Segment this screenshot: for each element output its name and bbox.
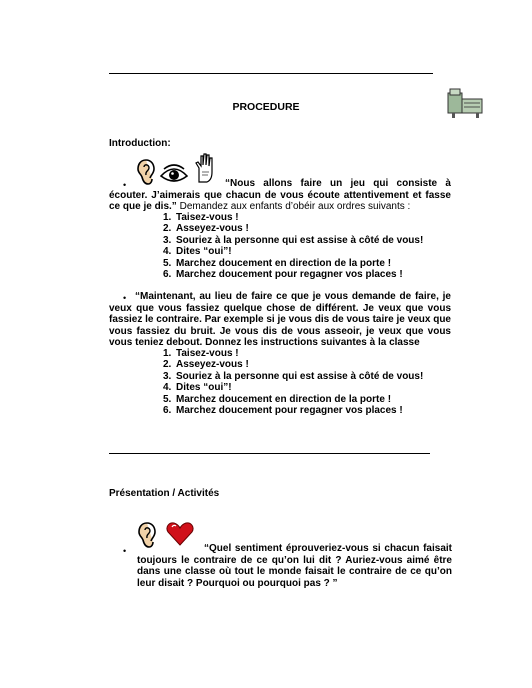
list-item: 6. Marchez doucement pour regagner vos places ! — [163, 269, 403, 281]
contrary-quote: “Maintenant, au lieu de faire ce que je vous demande de faire, je veux que vous fassiez quelque chose de différent. Je veux que vous fassiez le contraire. Par exemple si je vous dis de vous taire je veux que vous fassiez du bruit. Je vous dis de vous asseoir, je veux que vous vous teniez debout. — [109, 291, 451, 349]
list-item: 5. Marchez doucement en direction de la porte ! — [163, 257, 392, 269]
presentation-paragraph — [137, 543, 452, 589]
intro-paragraph — [109, 178, 451, 213]
list-item: 2. Asseyez-vous ! — [163, 223, 249, 235]
intro-steps-list — [163, 212, 463, 280]
contrary-steps-list — [163, 348, 463, 416]
list-item: 1. Taisez-vous ! — [163, 348, 239, 359]
list-item: 4. Dites “oui”! — [163, 382, 232, 394]
section-title-introduction: Introduction: — [109, 138, 171, 149]
intro-quote: “Nous allons faire un jeu qui consiste à écouter. J’aimerais que chacun de vous écoute attentivement et fasse ce que je dis.” — [109, 178, 451, 213]
list-item: 1. Taisez-vous ! — [163, 212, 239, 223]
contrary-instruction: Donnez les instructions suivantes à la classe — [205, 337, 420, 349]
list-item: 6. Marchez doucement pour regagner vos places ! — [163, 405, 403, 417]
list-item: 5. Marchez doucement en direction de la porte ! — [163, 393, 392, 405]
contrary-paragraph — [109, 291, 451, 349]
list-item: 3. Souriez à la personne qui est assise à côté de vous! — [163, 234, 424, 246]
list-item: 2. Asseyez-vous ! — [163, 359, 249, 371]
bullet-marker: • — [123, 546, 127, 556]
intro-instruction: Demandez aux enfants d’obéir aux ordres suivants : — [179, 201, 411, 213]
top-rule — [109, 73, 433, 74]
list-item: 4. Dites “oui”! — [163, 246, 232, 258]
bullet-marker: • — [123, 180, 127, 190]
section-divider — [109, 453, 430, 454]
bullet-marker: • — [123, 293, 127, 303]
section-title-presentation: Présentation / Activités — [109, 488, 220, 499]
list-item: 3. Souriez à la personne qui est assise à côté de vous! — [163, 370, 424, 382]
page-title: PROCEDURE — [232, 101, 300, 113]
presentation-quote: “Quel sentiment éprouveriez-vous si chacun faisait toujours le contraire de ce qu’on lui dit ? Auriez-vous aimé être dans une classe où tout le monde faisait le contraire de ce qu’on leur disait ? Pourquoi ou pourquoi pas ? ” — [137, 543, 452, 589]
